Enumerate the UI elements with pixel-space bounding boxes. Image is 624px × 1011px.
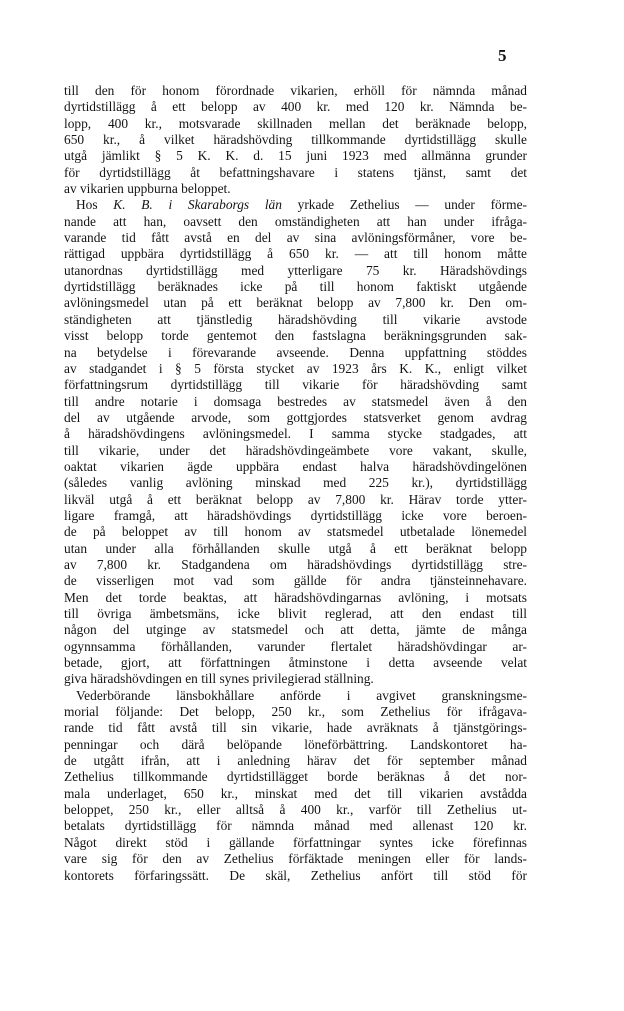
text-line: oaktat vikarien ägde uppbära endast halva häradshövdingelönen — [64, 458, 527, 474]
text-line — [64, 197, 527, 213]
text-line: Men det torde beaktas, att häradshövdingarnas avlöning, i motsats — [64, 589, 527, 605]
text-line: Något direkt stöd i gällande författningar syntes icke förefinnas — [64, 834, 527, 850]
text-line: av 7,800 kr. Stadgandena om häradshövdings dyrtidstillägg stre- — [64, 556, 527, 572]
page-number: 5 — [498, 46, 507, 65]
text-line: beloppet, 250 kr., eller alltså å 400 kr., varför till Zethelius ut- — [64, 802, 527, 818]
text-line: dyrtidstillägg beräknades icke på till honom faktiskt utgående — [64, 279, 527, 295]
text-line: de utgått ifrån, att i anledning härav det för september månad — [64, 753, 527, 769]
text-line: ogynnsamma förhållanden, varunder flertalet häradshövdingar ar- — [64, 638, 527, 654]
text-line: till den för honom förordnade vikarien, erhöll för nämnda månad — [64, 83, 527, 98]
text-line: utanordnas dyrtidstillägg med ytterligare 75 kr. Häradshövdings — [64, 262, 527, 278]
italic-place-name: K. B. i Skaraborgs län — [113, 197, 282, 213]
text-line: utgå jämlikt § 5 K. K. d. 15 juni 1923 med allmänna grunder — [64, 148, 527, 164]
text-line: till övriga ämbetsmäns, icke blivit reglerad, att den endast till — [64, 606, 527, 621]
text-line: varande tid fått avstå en del av sina avlöningsförmåner, vore be- — [64, 230, 527, 246]
text-line: avlöningsmedel utan på ett beräknat belopp av 7,800 kr. Den om- — [64, 295, 527, 311]
text-line: rande tid fått avstå till sin vikarie, hade avräknats å tjänstgörings- — [64, 720, 527, 736]
text-line: av stadgandet i § 5 första stycket av 1923 års K. K., enligt vilket — [64, 360, 527, 376]
text-line: vare sig för den av Zethelius förfäktade meningen eller för lands- — [64, 851, 527, 867]
text-line: utan under alla förhållanden skulle utgå å ett beräknat belopp — [64, 540, 527, 556]
text-line: dyrtidstillägg å ett belopp av 400 kr. med 120 kr. Nämnda be- — [64, 99, 527, 115]
text-line: 650 kr., å vilket häradshövding tillkommande dyrtidstillägg skulle — [64, 132, 527, 148]
text-line: någon del utginge av statsmedel och att detta, jämte de många — [64, 622, 527, 638]
text-line: na betydelse i förevarande avseende. Denna uppfattning stöddes — [64, 344, 527, 360]
text-line: likväl utgå å ett beräknat belopp av 7,800 kr. Härav torde ytter- — [64, 491, 527, 507]
text-line: mala underlaget, 650 kr., minskat med det till vikarien avstådda — [64, 785, 527, 801]
text-line: (således vanlig avlöning minskad med 225 kr.), dyrtidstillägg — [64, 475, 527, 491]
body-text — [64, 83, 527, 884]
text-line: betalats dyrtidstillägg för nämnda månad med allenast 120 kr. — [64, 818, 527, 834]
text-line: Zethelius tillkommande dyrtidstillägget borde beräknas å det nor- — [64, 769, 527, 785]
text-line: de visserligen mot vad som gällde för andra tjänsteinnehavare. — [64, 573, 527, 589]
text-line: giva häradshövdingen en till synes privilegierad ställning. — [64, 671, 374, 687]
text-line: betade, gjort, att författningen åtminstone i detta avseende velat — [64, 655, 527, 671]
text-segment: yrkade Zethelius — under förme- — [281, 197, 527, 213]
text-line: till vikarie, under det häradshövdingeämbete vore vakant, skulle, — [64, 442, 527, 458]
text-line: rättigad uppbära dyrtidstillägg å 650 kr. — att till honom måtte — [64, 246, 527, 262]
text-line: författningsrum dyrtidstillägg till vikarie för häradshövding samt — [64, 377, 527, 393]
text-line: kontorets förfaringssätt. De skäl, Zethelius anfört till stöd för — [64, 867, 527, 883]
text-line: å häradshövdingens avlöningsmedel. I samma stycke stadgades, att — [64, 426, 527, 442]
text-line: Vederbörande länsbokhållare anförde i avgivet granskningsme- — [76, 687, 527, 703]
text-line: morial följande: Det belopp, 250 kr., som Zethelius för ifrågava- — [64, 704, 527, 720]
text-line: del av utgående arvode, som gottgjordes statsverket genom avdrag — [64, 409, 527, 425]
text-line: lopp, 400 kr., motsvarade skillnaden mellan det beräknade belopp, — [64, 115, 527, 131]
text-line: visst belopp torde gentemot den fastslagna beräkningsgrunden sak- — [64, 328, 527, 344]
text-segment: Hos — [76, 197, 114, 213]
text-line: av vikarien uppburna beloppet. — [64, 181, 231, 197]
text-line: till andre notarie i domsaga bestredes av statsmedel även å den — [64, 393, 527, 409]
text-line: de på beloppet av till honom av statsmedel utbetalade lönemedel — [64, 524, 527, 540]
text-line: nande att han, oavsett den omständigheten att han under ifråga- — [64, 213, 527, 229]
text-line: för dyrtidstillägg åt befattningshavare i statens tjänst, samt det — [64, 164, 527, 180]
text-line: ständigheten att tjänstledig häradshövding till vikarie avstode — [64, 311, 527, 327]
text-line: penningar och därå belöpande löneförbättring. Landskontoret ha- — [64, 736, 527, 752]
text-line: ligare framgå, att häradshövdings dyrtidstillägg icke vore beroen- — [64, 507, 527, 523]
